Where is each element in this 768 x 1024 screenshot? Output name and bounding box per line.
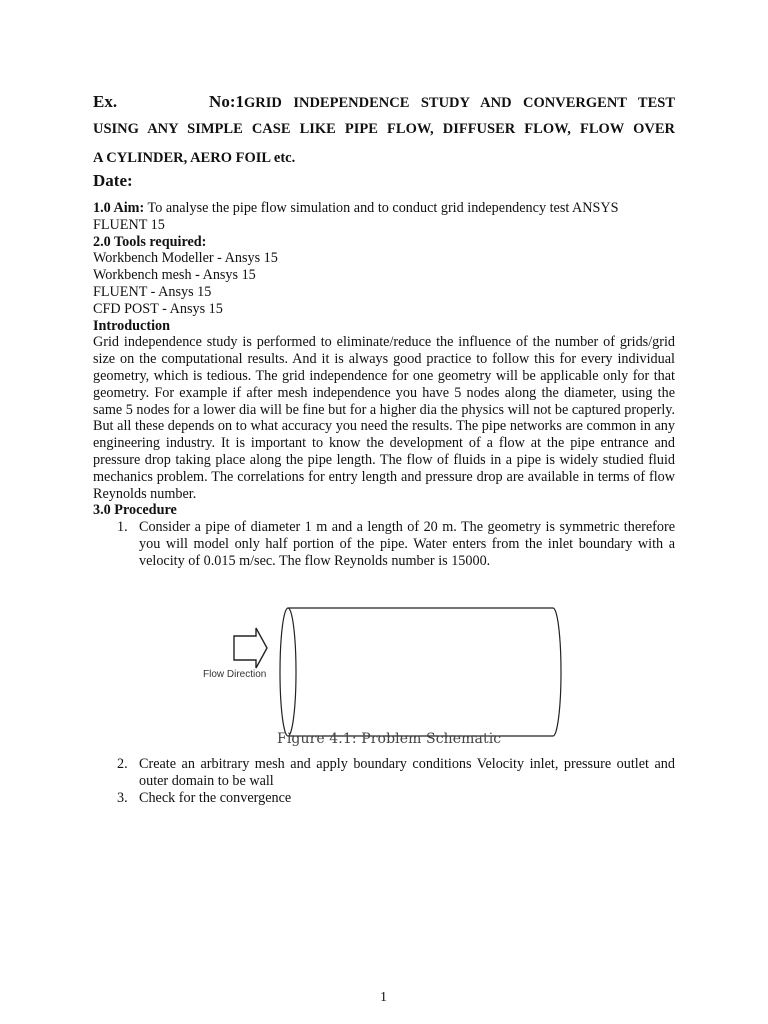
step-text: Create an arbitrary mesh and apply boundary conditions Velocity inlet, pressure outlet and outer domain to be wall (139, 756, 675, 789)
aim-paragraph (93, 200, 675, 234)
tools-heading: 2.0 Tools required: (93, 233, 207, 250)
pipe-inlet-face (280, 608, 296, 736)
aim-text: To analyse the pipe flow simulation and to conduct grid independency test ANSYS FLUENT 15 (93, 200, 619, 233)
document-body (93, 200, 675, 570)
flow-arrow-icon (234, 628, 267, 668)
procedure-heading: 3.0 Procedure (93, 502, 177, 519)
exercise-header (93, 88, 675, 166)
step-text: Consider a pipe of diameter 1 m and a length of 20 m. The geometry is symmetric therefore you will model only half portion of the pipe. Water enters from the inlet boundary with a velocity of 0.015 m/sec. The flow Reynolds number is 15000. (139, 519, 675, 569)
title-line-3: A CYLINDER, AERO FOIL etc. (93, 150, 296, 166)
procedure-step-2 (93, 756, 675, 790)
procedure-steps-continued (93, 756, 675, 806)
step-number: 1. (117, 519, 128, 536)
pipe-body (288, 608, 561, 736)
tool-item: Workbench Modeller - Ansys 15 (93, 250, 278, 267)
tool-item: Workbench mesh - Ansys 15 (93, 267, 256, 284)
date-label: Date: (93, 171, 133, 190)
page-number: 1 (380, 990, 387, 1005)
header-line-1 (93, 88, 675, 117)
step-number: 3. (117, 789, 128, 806)
procedure-step-3 (93, 790, 675, 807)
figure-caption: Figure 4.1: Problem Schematic (277, 731, 502, 747)
step-number: 2. (117, 756, 128, 772)
title-line-1: GRID INDEPENDENCE STUDY AND CONVERGENT TEST (244, 95, 675, 111)
step-text: Check for the convergence (139, 789, 292, 806)
title-line-2: USING ANY SIMPLE CASE LIKE PIPE FLOW, DIFFUSER FLOW, FLOW OVER (93, 121, 675, 137)
problem-schematic-figure (200, 600, 570, 750)
introduction-text: Grid independence study is performed to eliminate/reduce the influence of the number of grids/grid size on the computational results. And it is always good practice to follow this for every individual geometry, which is tedious. The grid independence for one geometry will be applicable only for that geometry. For example if after mesh independence you have 5 nodes along the diameter, using the same 5 nodes for a lower dia will be fine but for a higher dia the physics will not be captured properly. But all these depends on to what accuracy you need the results. The pipe networks are common in any engineering industry. It is important to know the development of a flow at the pipe entrance and pressure drop taking place along the pipe length. The flow of fluids in a pipe is widely studied fluid mechanics problem. The correlations for entry length and pressure drop are available in terms of flow Reynolds number. (93, 334, 675, 502)
procedure-step-1 (93, 519, 675, 569)
procedure-steps (93, 519, 675, 569)
tool-item: CFD POST - Ansys 15 (93, 300, 223, 317)
introduction-heading: Introduction (93, 317, 170, 334)
tool-item: FLUENT - Ansys 15 (93, 283, 212, 300)
flow-direction-label: Flow Direction (203, 669, 267, 680)
aim-label: 1.0 Aim: (93, 200, 145, 216)
exercise-number: Ex. No:1 (93, 92, 244, 111)
